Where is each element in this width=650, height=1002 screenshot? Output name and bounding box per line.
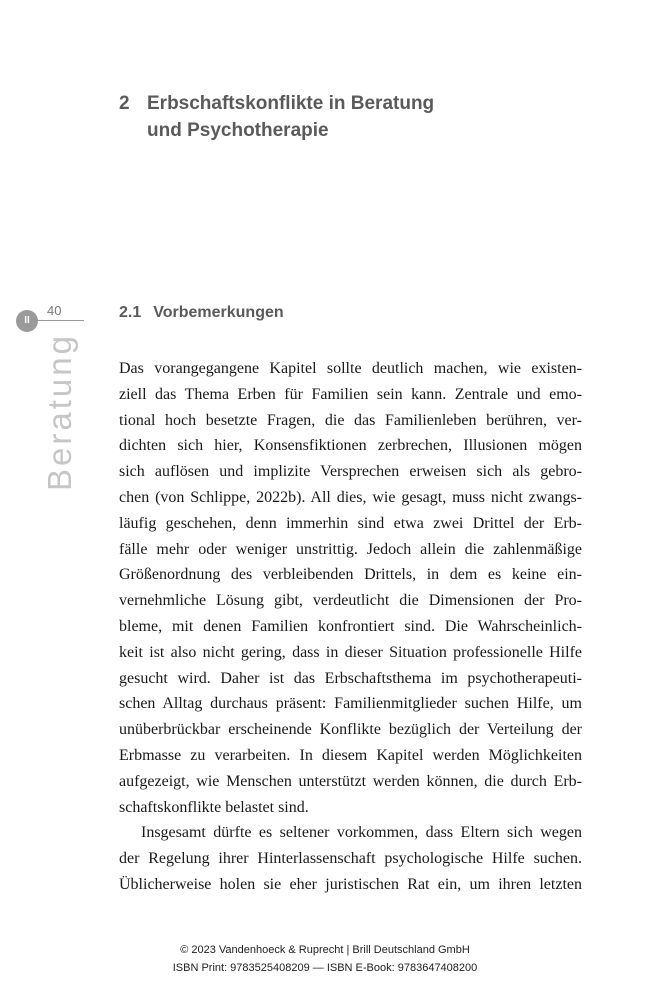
text-line: bleme, mit denen Familien konfrontiert sind. Die Wahrscheinlich- xyxy=(119,617,582,635)
isbn-line: ISBN Print: 9783525408209 — ISBN E-Book: 9783647408200 xyxy=(172,962,478,974)
text-line: Größenordnung des verbleibenden Drittels, in dem es keine ein- xyxy=(119,566,582,584)
text-line: chen (von Schlippe, 2022b). All dies, wie gesagt, muss nicht zwangs- xyxy=(119,488,582,506)
text-line: dichten sich hier, Konsensfiktionen zerbrechen, Illusionen mögen xyxy=(119,437,582,455)
text-line: vernehmliche Lösung gibt, verdeutlicht die Dimensionen der Pro- xyxy=(119,592,582,610)
text-line: ziell das Thema Erben für Familien sein kann. Zentrale und emo- xyxy=(119,385,582,403)
text-line: schen Alltag durchaus präsent: Familienmitglieder suchen Hilfe, um xyxy=(119,695,582,713)
paragraph-2 xyxy=(119,820,582,897)
text-line: Üblicherweise holen sie eher juristischen Rat ein, um ihren letzten xyxy=(119,875,582,893)
text-line: Erbmasse zu verarbeiten. In diesem Kapitel werden Möglichkeiten xyxy=(119,746,582,764)
body-text xyxy=(119,356,582,898)
text-line: tional hoch besetzte Fragen, die das Familienleben berühren, ver- xyxy=(119,411,582,429)
section-heading xyxy=(119,302,284,324)
text-line: läufig geschehen, denn immerhin sind etwa zwei Drittel der Erb- xyxy=(119,514,582,532)
text-line: fälle mehr oder weniger unstrittig. Jedoch allein die zahlenmäßige xyxy=(119,540,582,558)
part-marker-badge: II xyxy=(16,310,38,332)
chapter-number: 2 xyxy=(119,93,130,114)
copyright-line: © 2023 Vandenhoeck & Ruprecht | Brill Deutschland GmbH xyxy=(180,944,470,956)
text-line: gesucht wird. Daher ist das Erbschaftsthema im psychotherapeuti- xyxy=(119,669,582,687)
text-line: aufgezeigt, wie Menschen unterstützt werden können, die durch Erb- xyxy=(119,772,582,790)
text-line: sich auflösen und implizite Versprechen erweisen sich als gebro- xyxy=(119,463,582,481)
section-number: 2.1 xyxy=(119,304,142,321)
side-label: Beratung xyxy=(41,333,78,491)
text-line: der Regelung ihrer Hinterlassenschaft psychologische Hilfe suchen. xyxy=(119,850,582,868)
text-line: keit ist also nicht gering, dass in dieser Situation professionelle Hilfe xyxy=(119,643,582,661)
text-line: Insgesamt dürfte es seltener vorkommen, dass Eltern sich wegen xyxy=(141,824,582,842)
section-title: Vorbemerkungen xyxy=(153,304,284,321)
chapter-title-line: und Psychotherapie xyxy=(147,120,329,141)
page-number: 40 xyxy=(47,303,62,318)
chapter-title-line: Erbschaftskonflikte in Beratung xyxy=(147,93,435,114)
footer xyxy=(0,941,650,977)
paragraph-1 xyxy=(119,356,582,820)
text-line: unüberbrückbar erscheinende Konflikte bezüglich der Verteilung der xyxy=(119,721,582,739)
text-line: schaftskonflikte belastet sind. xyxy=(119,798,309,816)
text-line: Das vorangegangene Kapitel sollte deutlich machen, wie existen- xyxy=(119,360,582,377)
part-marker xyxy=(16,306,70,332)
